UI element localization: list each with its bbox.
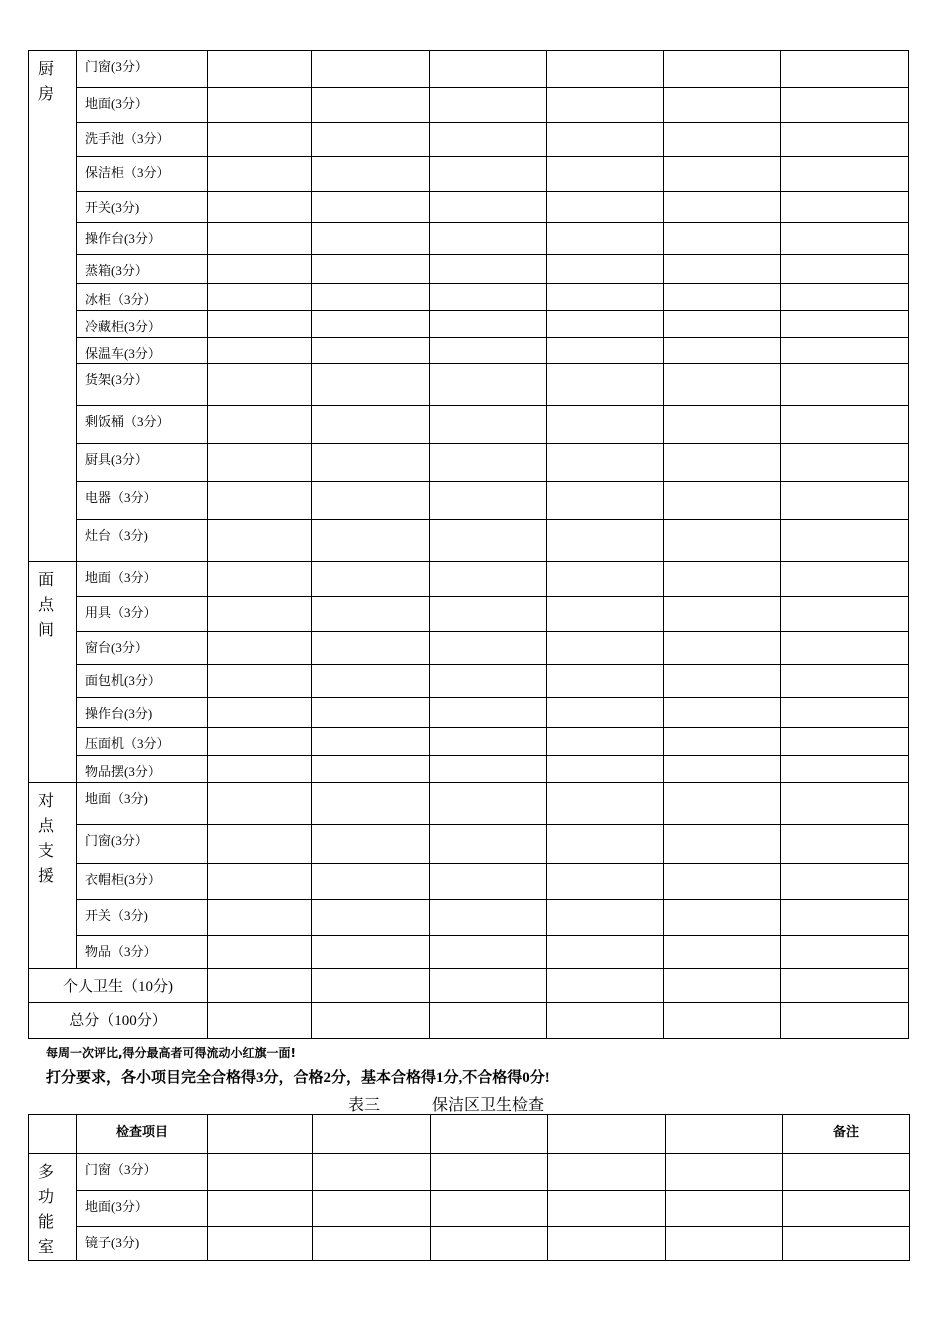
score-cell[interactable]	[781, 825, 909, 864]
table-row	[29, 192, 909, 223]
score-cell[interactable]	[783, 1191, 910, 1227]
check-item-label: 剩饭桶（3分）	[77, 406, 208, 444]
header-remark: 备注	[783, 1115, 910, 1154]
score-cell[interactable]	[208, 756, 312, 783]
score-cell[interactable]	[781, 406, 909, 444]
score-cell[interactable]	[208, 1227, 313, 1261]
pastry-category-label	[29, 562, 77, 783]
score-cell[interactable]	[666, 1191, 783, 1227]
category-char: 援	[38, 868, 55, 885]
check-item-label: 地面(3分）	[77, 88, 208, 123]
score-cell[interactable]	[781, 338, 909, 364]
personal-hygiene-label	[29, 969, 208, 1003]
score-cell[interactable]	[312, 444, 430, 482]
score-cell[interactable]	[664, 1003, 781, 1039]
check-item-label: 地面(3分）	[77, 1191, 208, 1227]
score-cell[interactable]	[208, 123, 312, 157]
score-cell[interactable]	[431, 1227, 548, 1261]
table-row	[29, 311, 909, 338]
table3-header-row	[29, 1115, 910, 1154]
score-cell[interactable]	[781, 51, 909, 88]
score-cell[interactable]	[312, 562, 430, 597]
score-cell[interactable]	[781, 311, 909, 338]
score-cell[interactable]	[208, 698, 312, 728]
category-char: 室	[38, 1239, 55, 1256]
score-cell[interactable]	[781, 255, 909, 284]
table-row	[29, 665, 909, 698]
score-cell[interactable]	[547, 825, 664, 864]
table-row	[29, 864, 909, 900]
table-row	[29, 284, 909, 311]
total-score-label	[29, 1003, 208, 1039]
score-cell[interactable]	[666, 1115, 783, 1154]
score-cell[interactable]	[666, 1227, 783, 1261]
table3-number: 表三	[348, 1097, 381, 1114]
category-char: 点	[38, 597, 55, 614]
table3-name: 保洁区卫生检查	[432, 1097, 545, 1114]
score-cell[interactable]	[430, 88, 547, 123]
score-cell[interactable]	[312, 597, 430, 632]
category-char: 能	[38, 1214, 55, 1231]
score-cell[interactable]	[431, 1191, 548, 1227]
score-cell[interactable]	[781, 969, 909, 1003]
score-cell[interactable]	[430, 562, 547, 597]
score-cell[interactable]	[664, 864, 781, 900]
score-cell[interactable]	[547, 597, 664, 632]
score-cell[interactable]	[208, 1115, 313, 1154]
check-item-label: 货架(3分）	[77, 364, 208, 406]
table-row	[29, 364, 909, 406]
score-cell[interactable]	[547, 936, 664, 969]
score-cell[interactable]	[312, 255, 430, 284]
score-cell[interactable]	[781, 1003, 909, 1039]
check-item-label: 门窗（3分）	[77, 1154, 208, 1191]
table-row	[29, 157, 909, 192]
score-cell[interactable]	[664, 255, 781, 284]
score-cell[interactable]	[430, 364, 547, 406]
score-cell[interactable]	[312, 223, 430, 255]
score-cell[interactable]	[547, 728, 664, 756]
score-cell[interactable]	[547, 444, 664, 482]
table-row	[29, 562, 909, 597]
score-cell[interactable]	[313, 1227, 431, 1261]
score-cell[interactable]	[208, 338, 312, 364]
table-row	[29, 51, 909, 88]
score-cell[interactable]	[430, 783, 547, 825]
score-cell[interactable]	[664, 311, 781, 338]
score-cell[interactable]	[430, 406, 547, 444]
score-cell[interactable]	[664, 192, 781, 223]
score-cell[interactable]	[430, 597, 547, 632]
score-cell[interactable]	[664, 520, 781, 562]
score-cell[interactable]	[430, 255, 547, 284]
score-cell[interactable]	[664, 756, 781, 783]
score-cell[interactable]	[547, 632, 664, 665]
header-check-item: 检查项目	[77, 1115, 208, 1154]
score-cell[interactable]	[208, 520, 312, 562]
check-item-label: 衣帽柜(3分）	[77, 864, 208, 900]
score-cell[interactable]	[547, 1003, 664, 1039]
personal-hygiene-text: 个人卫生（10分)	[63, 979, 173, 995]
score-cell[interactable]	[548, 1227, 666, 1261]
score-cell[interactable]	[312, 364, 430, 406]
score-cell[interactable]	[547, 88, 664, 123]
score-cell[interactable]	[781, 698, 909, 728]
table-row	[29, 1191, 910, 1227]
score-cell[interactable]	[430, 1003, 547, 1039]
score-cell[interactable]	[547, 665, 664, 698]
table-row	[29, 223, 909, 255]
score-cell[interactable]	[313, 1154, 431, 1191]
score-cell[interactable]	[547, 969, 664, 1003]
score-cell[interactable]	[312, 632, 430, 665]
score-cell[interactable]	[430, 284, 547, 311]
score-cell[interactable]	[430, 157, 547, 192]
table-row	[29, 698, 909, 728]
score-cell[interactable]	[547, 406, 664, 444]
score-cell[interactable]	[547, 311, 664, 338]
score-cell[interactable]	[547, 864, 664, 900]
score-cell[interactable]	[430, 223, 547, 255]
score-cell[interactable]	[430, 51, 547, 88]
check-item-label: 镜子(3分)	[77, 1227, 208, 1261]
score-cell[interactable]	[547, 51, 664, 88]
score-cell[interactable]	[783, 1227, 910, 1261]
score-cell[interactable]	[208, 597, 312, 632]
score-cell[interactable]	[208, 864, 312, 900]
score-cell[interactable]	[312, 338, 430, 364]
score-cell[interactable]	[430, 123, 547, 157]
score-cell[interactable]	[430, 338, 547, 364]
score-cell[interactable]	[208, 192, 312, 223]
score-cell[interactable]	[781, 562, 909, 597]
score-cell[interactable]	[312, 936, 430, 969]
score-cell[interactable]	[547, 520, 664, 562]
score-cell[interactable]	[664, 157, 781, 192]
check-item-label: 开关（3分)	[77, 900, 208, 936]
weekly-note: 每周一次评比,得分最高者可得流动小红旗一面!	[46, 1046, 297, 1060]
score-cell[interactable]	[208, 1191, 313, 1227]
check-item-label: 蒸箱(3分）	[77, 255, 208, 284]
score-cell[interactable]	[208, 825, 312, 864]
check-item-label: 物品摆(3分）	[77, 756, 208, 783]
score-cell[interactable]	[208, 88, 312, 123]
score-cell[interactable]	[664, 482, 781, 520]
score-cell[interactable]	[312, 157, 430, 192]
score-cell[interactable]	[547, 157, 664, 192]
score-cell[interactable]	[208, 1154, 313, 1191]
table-row	[29, 632, 909, 665]
score-cell[interactable]	[312, 123, 430, 157]
score-cell[interactable]	[664, 223, 781, 255]
score-cell[interactable]	[664, 969, 781, 1003]
check-item-label: 门窗(3分）	[77, 51, 208, 88]
score-cell[interactable]	[430, 756, 547, 783]
score-cell[interactable]	[208, 157, 312, 192]
table-row	[29, 728, 909, 756]
score-cell[interactable]	[664, 900, 781, 936]
support-category-label	[29, 783, 77, 969]
score-cell[interactable]	[548, 1154, 666, 1191]
score-cell[interactable]	[664, 632, 781, 665]
category-char: 房	[38, 86, 55, 103]
score-cell[interactable]	[208, 51, 312, 88]
score-cell[interactable]	[547, 482, 664, 520]
table-row	[29, 597, 909, 632]
score-cell[interactable]	[208, 728, 312, 756]
table-row	[29, 1154, 910, 1191]
score-cell[interactable]	[312, 1003, 430, 1039]
score-cell[interactable]	[547, 192, 664, 223]
score-cell[interactable]	[431, 1154, 548, 1191]
score-cell[interactable]	[312, 406, 430, 444]
score-cell[interactable]	[430, 665, 547, 698]
check-item-label: 保温车(3分）	[77, 338, 208, 364]
score-cell[interactable]	[430, 482, 547, 520]
score-cell[interactable]	[781, 88, 909, 123]
score-cell[interactable]	[430, 969, 547, 1003]
category-char: 间	[38, 622, 55, 639]
score-cell[interactable]	[781, 284, 909, 311]
table-row	[29, 825, 909, 864]
check-item-label: 面包机(3分）	[77, 665, 208, 698]
score-cell[interactable]	[781, 756, 909, 783]
hygiene-score-table	[28, 50, 909, 1039]
score-cell[interactable]	[430, 864, 547, 900]
score-cell[interactable]	[312, 756, 430, 783]
check-item-label: 洗手池（3分）	[77, 123, 208, 157]
category-char: 功	[38, 1189, 55, 1206]
score-cell[interactable]	[312, 783, 430, 825]
score-cell[interactable]	[781, 728, 909, 756]
score-cell[interactable]	[547, 783, 664, 825]
score-cell[interactable]	[208, 284, 312, 311]
score-cell[interactable]	[664, 123, 781, 157]
score-cell[interactable]	[547, 364, 664, 406]
score-cell[interactable]	[664, 444, 781, 482]
check-item-label: 电器（3分）	[77, 482, 208, 520]
score-cell[interactable]	[208, 900, 312, 936]
score-cell[interactable]	[664, 597, 781, 632]
score-cell[interactable]	[208, 255, 312, 284]
score-cell[interactable]	[547, 338, 664, 364]
check-item-label: 地面（3分)	[77, 783, 208, 825]
score-cell[interactable]	[430, 520, 547, 562]
category-char: 厨	[38, 61, 55, 78]
score-cell[interactable]	[781, 482, 909, 520]
table-row	[29, 520, 909, 562]
score-cell[interactable]	[430, 728, 547, 756]
category-char: 面	[38, 572, 55, 589]
table-row	[29, 783, 909, 825]
check-item-label: 冷藏柜(3分）	[77, 311, 208, 338]
score-cell[interactable]	[664, 364, 781, 406]
score-cell[interactable]	[548, 1115, 666, 1154]
score-cell[interactable]	[664, 665, 781, 698]
score-cell[interactable]	[547, 756, 664, 783]
score-cell[interactable]	[312, 665, 430, 698]
score-cell[interactable]	[208, 364, 312, 406]
table-row	[29, 482, 909, 520]
check-item-label: 保洁柜（3分）	[77, 157, 208, 192]
score-cell[interactable]	[208, 406, 312, 444]
check-item-label: 压面机（3分）	[77, 728, 208, 756]
score-cell[interactable]	[312, 520, 430, 562]
score-cell[interactable]	[664, 698, 781, 728]
score-cell[interactable]	[781, 364, 909, 406]
score-cell[interactable]	[781, 520, 909, 562]
score-cell[interactable]	[430, 936, 547, 969]
score-cell[interactable]	[547, 562, 664, 597]
score-cell[interactable]	[312, 900, 430, 936]
table-row	[29, 255, 909, 284]
category-char: 点	[38, 818, 55, 835]
score-cell[interactable]	[664, 562, 781, 597]
category-char: 支	[38, 843, 55, 860]
score-cell[interactable]	[208, 444, 312, 482]
table-row	[29, 123, 909, 157]
check-item-label: 用具（3分）	[77, 597, 208, 632]
score-cell[interactable]	[781, 783, 909, 825]
score-cell[interactable]	[664, 88, 781, 123]
score-cell[interactable]	[430, 192, 547, 223]
score-cell[interactable]	[547, 255, 664, 284]
check-item-label: 灶台（3分)	[77, 520, 208, 562]
score-cell[interactable]	[664, 51, 781, 88]
total-score-text: 总分（100分）	[69, 1013, 167, 1029]
score-cell[interactable]	[312, 728, 430, 756]
table-row	[29, 338, 909, 364]
score-cell[interactable]	[666, 1154, 783, 1191]
score-cell[interactable]	[312, 88, 430, 123]
table-row	[29, 406, 909, 444]
check-item-label: 开关(3分)	[77, 192, 208, 223]
cleaning-area-table	[28, 1114, 910, 1261]
score-cell[interactable]	[781, 936, 909, 969]
score-cell[interactable]	[208, 783, 312, 825]
score-cell[interactable]	[312, 698, 430, 728]
check-item-label: 操作台(3分)	[77, 698, 208, 728]
score-cell[interactable]	[430, 698, 547, 728]
score-cell[interactable]	[312, 864, 430, 900]
table-row	[29, 756, 909, 783]
score-cell[interactable]	[781, 900, 909, 936]
score-cell[interactable]	[208, 969, 312, 1003]
score-cell[interactable]	[208, 562, 312, 597]
check-item-label: 门窗(3分）	[77, 825, 208, 864]
category-char: 多	[38, 1164, 55, 1181]
score-cell[interactable]	[664, 338, 781, 364]
score-cell[interactable]	[781, 223, 909, 255]
score-cell[interactable]	[208, 482, 312, 520]
score-cell[interactable]	[783, 1154, 910, 1191]
table-row	[29, 444, 909, 482]
header-blank	[29, 1115, 77, 1154]
score-cell[interactable]	[664, 783, 781, 825]
score-cell[interactable]	[547, 284, 664, 311]
category-char: 对	[38, 793, 55, 810]
multi-room-category-label	[29, 1154, 77, 1261]
score-cell[interactable]	[312, 284, 430, 311]
score-cell[interactable]	[781, 123, 909, 157]
score-cell[interactable]	[781, 192, 909, 223]
score-cell[interactable]	[547, 698, 664, 728]
score-cell[interactable]	[547, 900, 664, 936]
kitchen-category-label	[29, 51, 77, 562]
score-cell[interactable]	[208, 632, 312, 665]
table-row	[29, 88, 909, 123]
check-item-label: 地面（3分）	[77, 562, 208, 597]
score-cell[interactable]	[547, 123, 664, 157]
check-item-label: 冰柜（3分）	[77, 284, 208, 311]
score-cell[interactable]	[781, 597, 909, 632]
score-cell[interactable]	[664, 728, 781, 756]
table-row	[29, 936, 909, 969]
score-cell[interactable]	[664, 936, 781, 969]
score-cell[interactable]	[781, 157, 909, 192]
score-cell[interactable]	[312, 51, 430, 88]
score-cell[interactable]	[208, 311, 312, 338]
check-item-label: 物品（3分）	[77, 936, 208, 969]
score-cell[interactable]	[781, 665, 909, 698]
score-cell[interactable]	[430, 632, 547, 665]
summary-row	[29, 1003, 909, 1039]
score-cell[interactable]	[430, 444, 547, 482]
score-cell[interactable]	[312, 825, 430, 864]
check-item-label: 操作台(3分）	[77, 223, 208, 255]
score-cell[interactable]	[312, 192, 430, 223]
scoring-note: 打分要求，各小项目完全合格得3分，合格2分，基本合格得1分,不合格得0分!	[46, 1070, 550, 1086]
score-cell[interactable]	[664, 825, 781, 864]
score-cell[interactable]	[312, 969, 430, 1003]
score-cell[interactable]	[547, 223, 664, 255]
score-cell[interactable]	[208, 223, 312, 255]
score-cell[interactable]	[430, 311, 547, 338]
score-cell[interactable]	[208, 936, 312, 969]
score-cell[interactable]	[664, 406, 781, 444]
score-cell[interactable]	[313, 1191, 431, 1227]
score-cell[interactable]	[781, 864, 909, 900]
score-cell[interactable]	[781, 444, 909, 482]
score-cell[interactable]	[208, 1003, 312, 1039]
score-cell[interactable]	[430, 900, 547, 936]
check-item-label: 厨具(3分）	[77, 444, 208, 482]
score-cell[interactable]	[664, 284, 781, 311]
score-cell[interactable]	[208, 665, 312, 698]
score-cell[interactable]	[313, 1115, 431, 1154]
score-cell[interactable]	[430, 825, 547, 864]
score-cell[interactable]	[312, 482, 430, 520]
score-cell[interactable]	[548, 1191, 666, 1227]
score-cell[interactable]	[781, 632, 909, 665]
table-row	[29, 1227, 910, 1261]
score-cell[interactable]	[312, 311, 430, 338]
table-row	[29, 900, 909, 936]
check-item-label: 窗台(3分）	[77, 632, 208, 665]
score-cell[interactable]	[431, 1115, 548, 1154]
summary-row	[29, 969, 909, 1003]
